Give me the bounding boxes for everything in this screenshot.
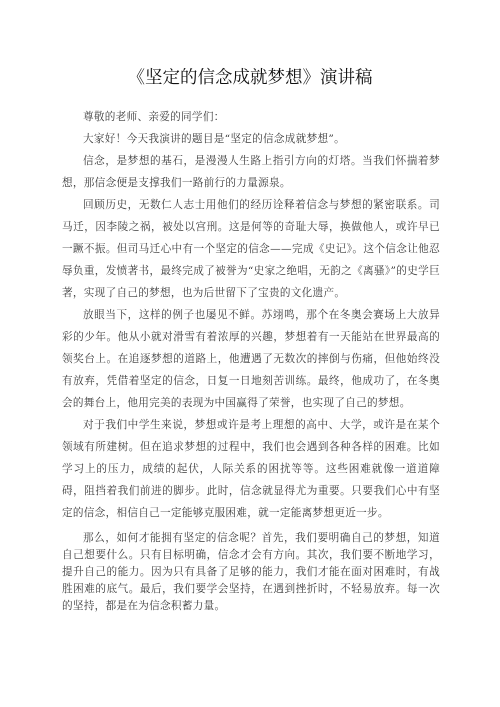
greeting-paragraph: 尊敬的老师、亲爱的同学们： [83,111,225,123]
body-paragraph-5: 对于我们中学生来说，梦想或许是考上理想的高中、大学，或许是在某个领域有所建树。但在追求梦想的过程中，我们也会遇到各种各样的困难。比如学习上的压力，成绩的起伏，人际关系的困扰等等。这些困难就像一道道障碍，阻挡着我们前进的脚步。此时，信念就显得尤为重要。只要我们心中有坚定的信念，相信自己一定能够克服困难，就一定能离梦想更近一步。 [62,419,440,519]
body-paragraph-6: 那么，如何才能拥有坚定的信念呢？首先，我们要明确自己的梦想，知道自己想要什么。只有目标明确，信念才会有方向。其次，我们要不断地学习，提升自己的能力。因为只有具备了足够的能力，我们才能在面对困难时，有战胜困难的底气。最后，我们要学会坚持，在遇到挫折时，不轻易放弃。每一次的坚持，都是在为信念积蓄力量。 [62,532,440,612]
body-paragraph-1: 大家好！今天我演讲的题目是“坚定的信念成就梦想”。 [83,133,345,145]
body-paragraph-2: 信念，是梦想的基石，是漫漫人生路上指引方向的灯塔。当我们怀揣着梦想，那信念便是支撑我们一路前行的力量源泉。 [62,155,440,189]
document-title: 《坚定的信念成就梦想》演讲稿 [127,68,373,88]
body-paragraph-3: 回顾历史，无数仁人志士用他们的经历诠释着信念与梦想的紧密联系。司马迁，因李陵之祸，被处以宫刑。这是何等的奇耻大辱，换做他人，或许早已一蹶不振。但司马迁心中有一个坚定的信念——完成《史记》。这个信念让他忍辱负重，发愤著书，最终完成了被誉为“史家之绝唱，无韵之《离骚》”的史学巨著，实现了自己的梦想，也为后世留下了宝贵的文化遗产。 [62,199,440,299]
document-body [62,106,440,615]
body-paragraph-4: 放眼当下，这样的例子也屡见不鲜。苏翊鸣，那个在冬奥会赛场上大放异彩的少年。他从小就对滑雪有着浓厚的兴趣，梦想着有一天能站在世界最高的领奖台上。在追逐梦想的道路上，他遭遇了无数次的摔倒与伤痛，但他始终没有放弃，凭借着坚定的信念，日复一日地刻苦训练。最终，他成功了，在冬奥会的舞台上，他用完美的表现为中国赢得了荣誉，也实现了自己的梦想。 [62,309,440,409]
